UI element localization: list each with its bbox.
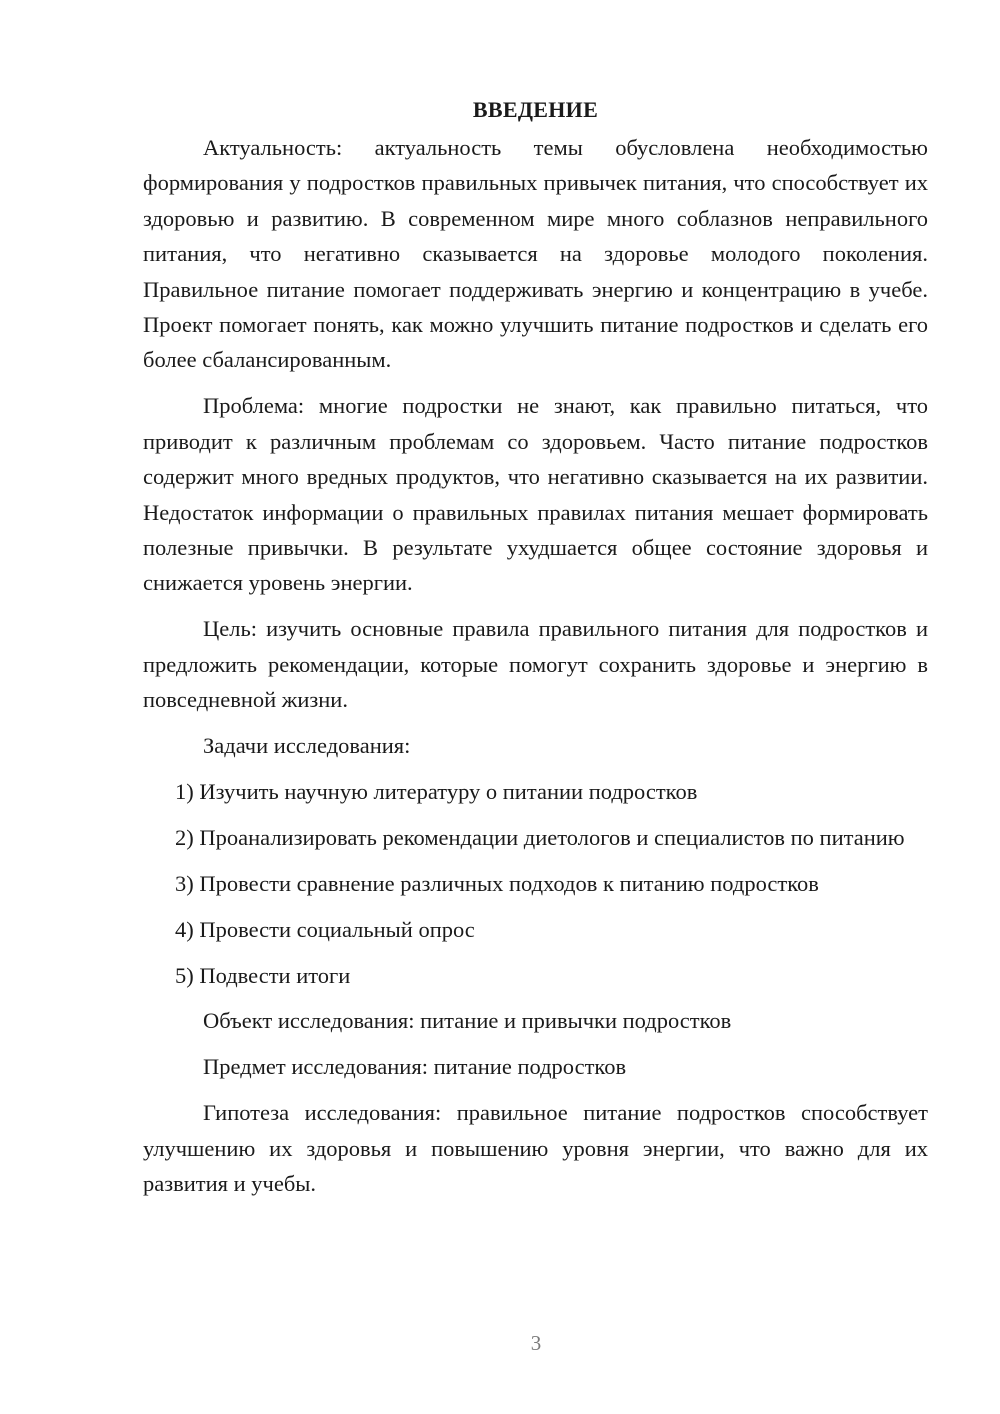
task-item: 1) Изучить научную литературу о питании подростков [175,778,698,804]
page-title: ВВЕДЕНИЕ [472,97,599,122]
task-item: 4) Провести социальный опрос [175,916,475,942]
research-object: Объект исследования: питание и привычки подростков [203,1008,732,1034]
page-number: 3 [530,1331,542,1355]
relevance-paragraph: Актуальность: актуальность темы обусловлена необходимостью формирования у подростков правильных привычек питания, что способствует их здоровью и развитию. В современном мире много соблазнов неправильного питания, что негативно сказывается на здоровье молодого поколения. Правильное питание помогает поддерживать энергию и концентрацию в учебе. Проект помогает понять, как можно улучшить питание подростков и сделать его более сбалансированным. [143,135,928,373]
task-item: 2) Проанализировать рекомендации диетологов и специалистов по питанию [175,824,905,850]
research-subject: Предмет исследования: питание подростков [203,1054,627,1080]
task-item: 3) Провести сравнение различных подходов к питанию подростков [175,870,819,896]
task-item: 5) Подвести итоги [175,962,351,988]
tasks-heading: Задачи исследования: [203,733,411,758]
goal-paragraph: Цель: изучить основные правила правильного питания для подростков и предложить рекомендации, которые помогут сохранить здоровье и энергию в повседневной жизни. [143,616,928,713]
document-page [143,90,928,1212]
hypothesis-paragraph: Гипотеза исследования: правильное питание подростков способствует улучшению их здоровья и повышению уровня энергии, что важно для их развития и учебы. [143,1100,928,1197]
problem-paragraph: Проблема: многие подростки не знают, как правильно питаться, что приводит к различным проблемам со здоровьем. Часто питание подростков содержит много вредных продуктов, что негативно сказывается на их развитии. Недостаток информации о правильных правилах питания мешает формировать полезные привычки. В результате ухудшается общее состояние здоровья и снижается уровень энергии. [143,393,928,596]
